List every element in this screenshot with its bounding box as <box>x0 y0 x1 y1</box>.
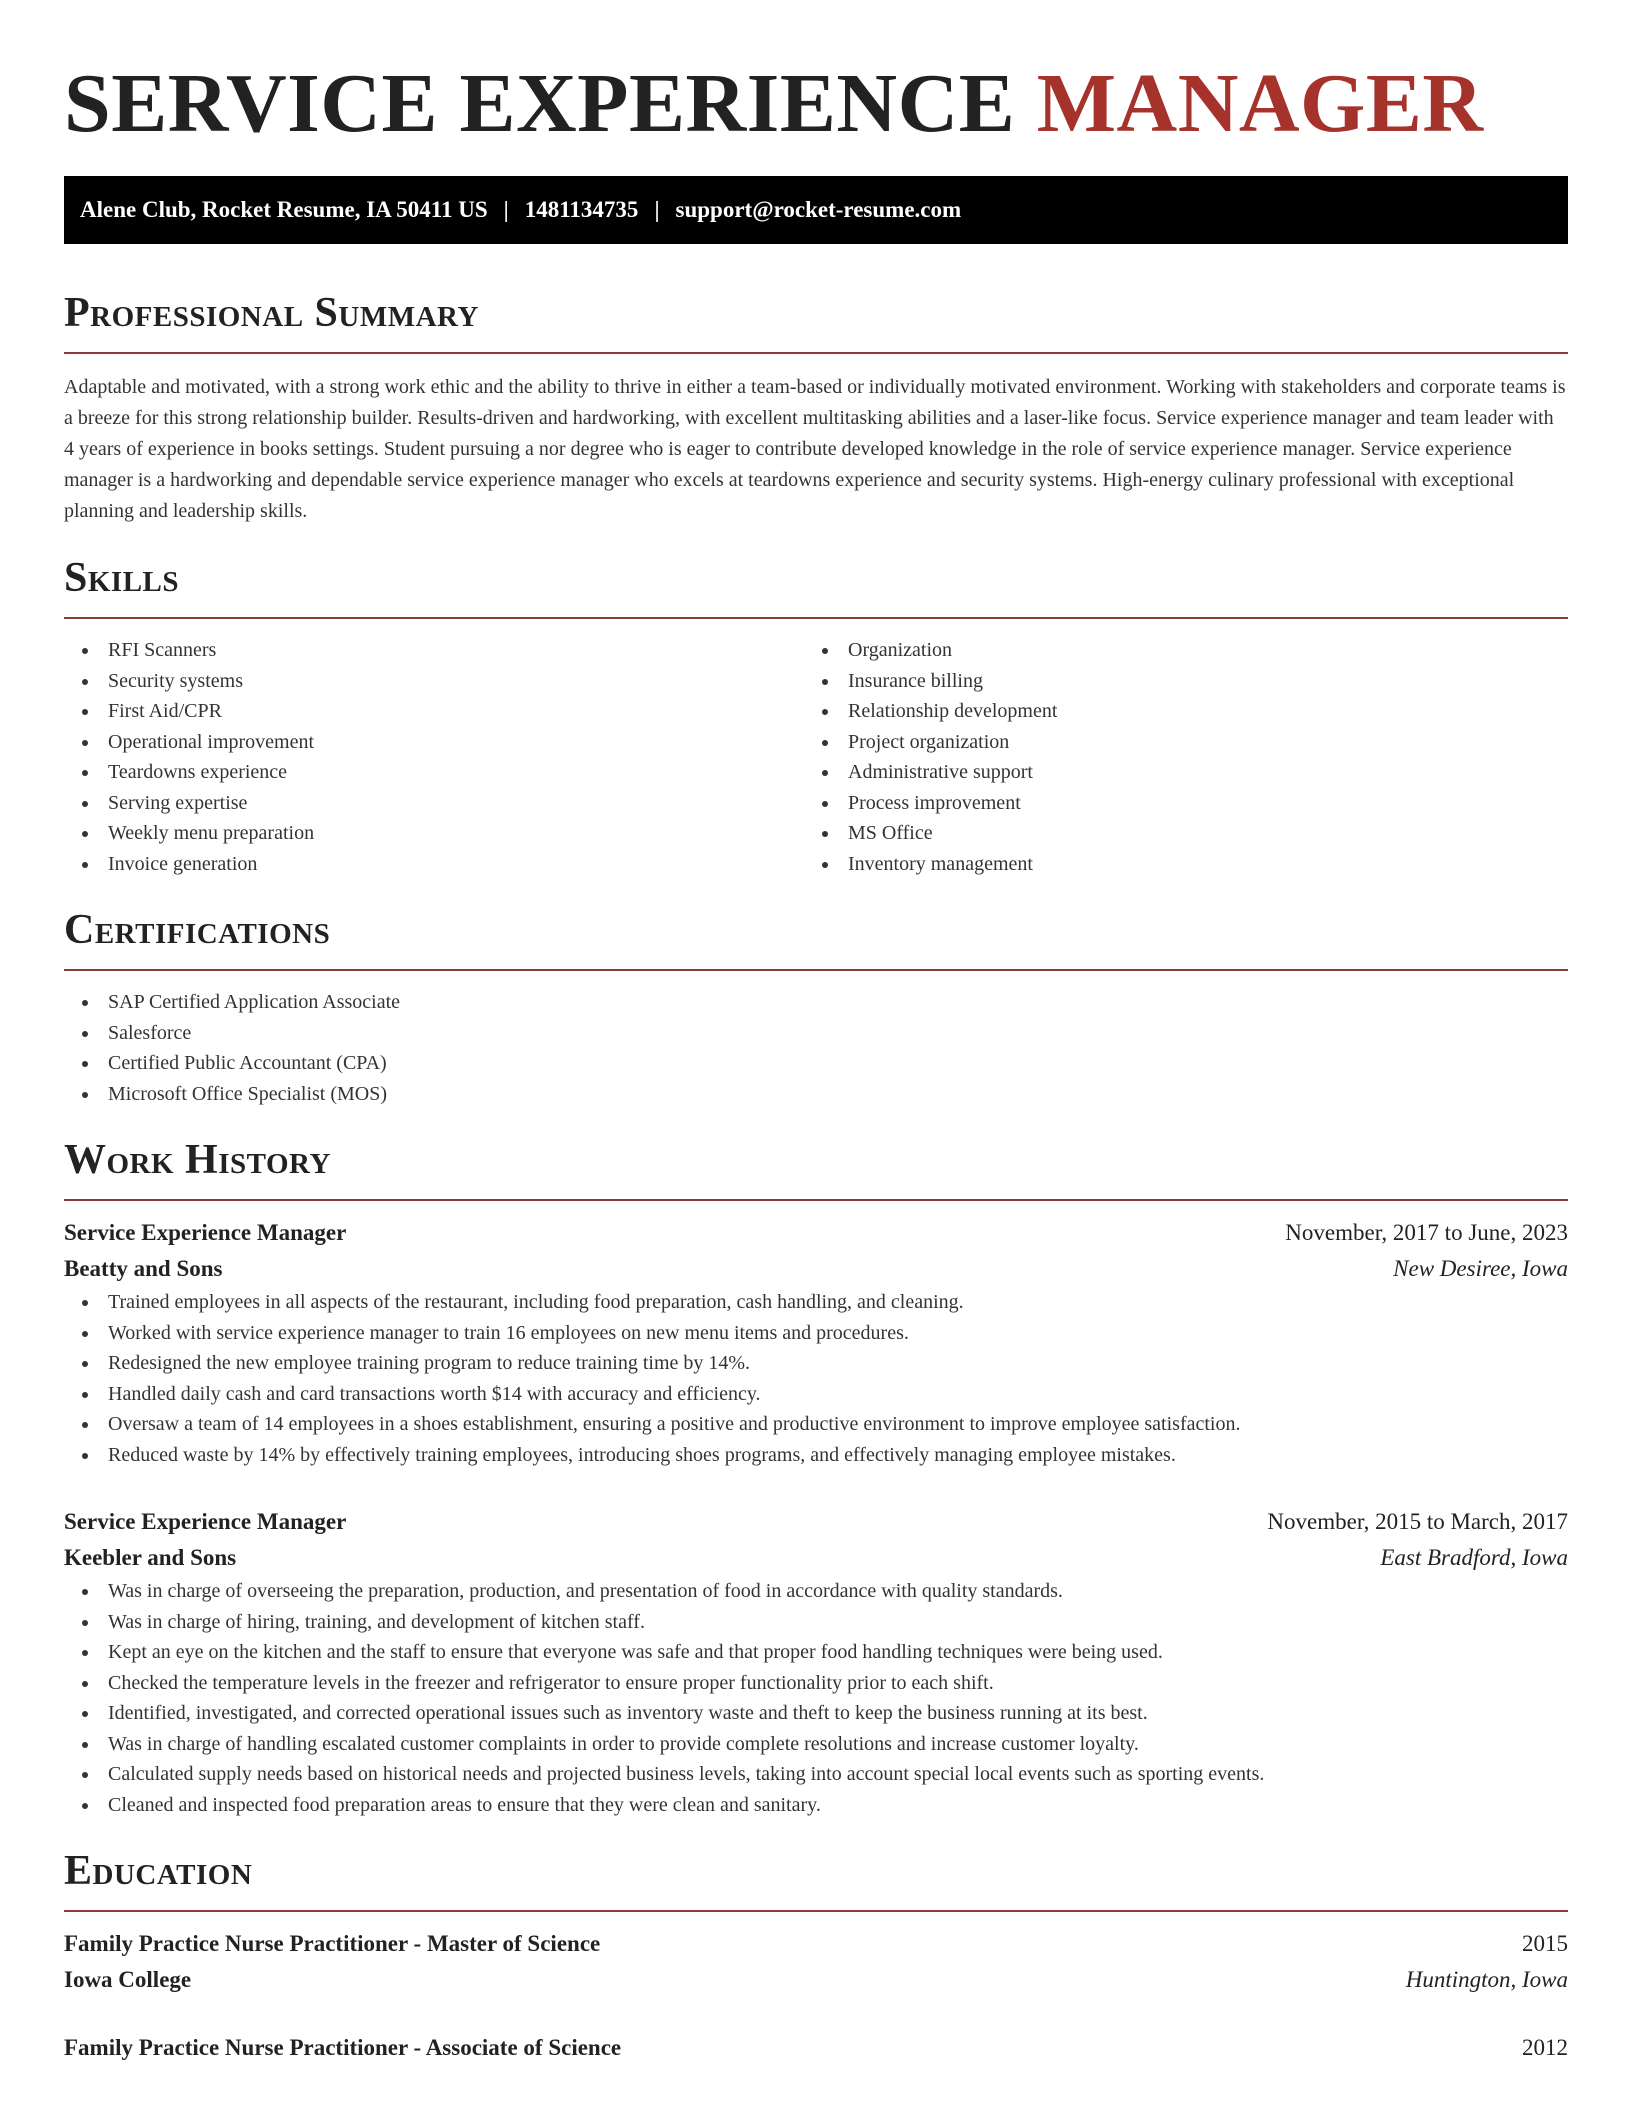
education-subheader <box>64 1962 1568 1998</box>
job-bullet: Identified, investigated, and corrected operational issues such as inventory waste and theft to keep the business running at its best. <box>64 1698 1568 1729</box>
job-location: East Bradford, Iowa <box>1380 1545 1568 1570</box>
skill-item: Serving expertise <box>64 788 804 819</box>
job-bullet: Was in charge of handling escalated customer complaints in order to provide complete resolutions and increase customer loyalty. <box>64 1729 1568 1760</box>
job-entry <box>64 1215 1568 1470</box>
certifications-list <box>64 987 1568 1109</box>
job-bullet: Redesigned the new employee training program to reduce training time by 14%. <box>64 1348 1568 1379</box>
skill-item: Project organization <box>804 727 1544 758</box>
job-bullet: Worked with service experience manager to train 16 employees on new menu items and procedures. <box>64 1318 1568 1349</box>
education-header <box>64 2030 1568 2066</box>
job-bullet: Trained employees in all aspects of the restaurant, including food preparation, cash handling, and cleaning. <box>64 1287 1568 1318</box>
summary-section <box>64 288 1568 527</box>
skills-section <box>64 553 1568 879</box>
job-location: New Desiree, Iowa <box>1393 1256 1568 1281</box>
job-dates: November, 2015 to March, 2017 <box>1267 1509 1568 1534</box>
section-heading-education: Education <box>64 1848 253 1894</box>
education-school: Iowa College <box>64 1967 192 1992</box>
certifications-section <box>64 905 1568 1109</box>
contact-bar <box>64 176 1568 244</box>
skill-item: First Aid/CPR <box>64 696 804 727</box>
job-bullet: Checked the temperature levels in the freezer and refrigerator to ensure proper functionality prior to each shift. <box>64 1668 1568 1699</box>
education-header <box>64 1926 1568 1962</box>
job-bullet: Handled daily cash and card transactions worth $14 with accuracy and efficiency. <box>64 1379 1568 1410</box>
certification-item: Certified Public Accountant (CPA) <box>64 1048 1568 1079</box>
job-bullet: Was in charge of hiring, training, and development of kitchen staff. <box>64 1607 1568 1638</box>
resume-title <box>64 56 1568 152</box>
skill-item: Organization <box>804 635 1544 666</box>
skill-item: RFI Scanners <box>64 635 804 666</box>
education-year: 2012 <box>1522 2035 1568 2060</box>
job-title: Service Experience Manager <box>64 1509 347 1534</box>
skill-item: Process improvement <box>804 788 1544 819</box>
title-main: SERVICE EXPERIENCE <box>64 57 1016 150</box>
skill-item: MS Office <box>804 818 1544 849</box>
education-year: 2015 <box>1522 1931 1568 1956</box>
job-bullet: Was in charge of overseeing the preparation, production, and presentation of food in accordance with quality standards. <box>64 1576 1568 1607</box>
skill-item: Inventory management <box>804 849 1544 880</box>
certification-item: SAP Certified Application Associate <box>64 987 1568 1018</box>
job-bullet: Kept an eye on the kitchen and the staff to ensure that everyone was safe and that proper food handling techniques were being used. <box>64 1637 1568 1668</box>
skill-item: Insurance billing <box>804 666 1544 697</box>
job-entry <box>64 1504 1568 1820</box>
education-section <box>64 1846 1568 2066</box>
contact-phone: 1481134735 <box>524 197 639 222</box>
job-company: Beatty and Sons <box>64 1256 223 1281</box>
job-title: Service Experience Manager <box>64 1220 347 1245</box>
section-divider <box>64 1199 1568 1201</box>
education-location: Huntington, Iowa <box>1405 1967 1568 1992</box>
job-bullet: Cleaned and inspected food preparation areas to ensure that they were clean and sanitary. <box>64 1790 1568 1821</box>
job-subheader <box>64 1540 1568 1576</box>
contact-separator: | <box>503 197 509 222</box>
job-bullet: Oversaw a team of 14 employees in a shoes establishment, ensuring a positive and productive environment to improve employee satisfaction. <box>64 1409 1568 1440</box>
job-bullet: Calculated supply needs based on historical needs and projected business levels, taking into account special local events such as sporting events. <box>64 1759 1568 1790</box>
section-heading-summary: Professional Summary <box>64 290 479 336</box>
section-divider <box>64 1910 1568 1912</box>
skill-item: Operational improvement <box>64 727 804 758</box>
skill-item: Invoice generation <box>64 849 804 880</box>
work-history-section <box>64 1135 1568 1820</box>
section-divider <box>64 352 1568 354</box>
contact-separator: | <box>654 197 660 222</box>
skill-item: Administrative support <box>804 757 1544 788</box>
section-heading-work-history: Work History <box>64 1137 331 1183</box>
education-degree: Family Practice Nurse Practitioner - Associate of Science <box>64 2035 622 2060</box>
title-accent: MANAGER <box>1036 57 1484 150</box>
education-degree: Family Practice Nurse Practitioner - Master of Science <box>64 1931 601 1956</box>
contact-email: support@rocket-resume.com <box>675 197 962 222</box>
skills-list-left <box>64 635 804 879</box>
skill-item: Relationship development <box>804 696 1544 727</box>
job-header <box>64 1504 1568 1540</box>
skills-list-right <box>804 635 1544 879</box>
certification-item: Salesforce <box>64 1018 1568 1049</box>
contact-address: Alene Club, Rocket Resume, IA 50411 US <box>80 197 488 222</box>
job-dates: November, 2017 to June, 2023 <box>1285 1220 1568 1245</box>
job-bullets <box>64 1287 1568 1470</box>
job-bullets <box>64 1576 1568 1820</box>
summary-text: Adaptable and motivated, with a strong work ethic and the ability to thrive in either a team-based or individually motivated environment. Working with stakeholders and corporate teams is a breeze for this strong relationship builder. Results-driven and hardworking, with excellent multitasking abilities and a laser-like focus. Service experience manager and team leader with 4 years of experience in books settings. Student pursuing a nor degree who is eager to contribute developed knowledge in the role of service experience manager. Service experience manager is a hardworking and dependable service experience manager who excels at teardowns experience and security systems. High-energy culinary professional with exceptional planning and leadership skills. <box>64 376 1566 522</box>
skill-item: Teardowns experience <box>64 757 804 788</box>
education-entry <box>64 1926 1568 1998</box>
job-subheader <box>64 1251 1568 1287</box>
education-entry <box>64 2030 1568 2066</box>
skill-item: Security systems <box>64 666 804 697</box>
job-company: Keebler and Sons <box>64 1545 237 1570</box>
section-divider <box>64 969 1568 971</box>
job-header <box>64 1215 1568 1251</box>
section-divider <box>64 617 1568 619</box>
job-bullet: Reduced waste by 14% by effectively training employees, introducing shoes programs, and effectively managing employee mistakes. <box>64 1440 1568 1471</box>
section-heading-skills: Skills <box>64 555 180 601</box>
certification-item: Microsoft Office Specialist (MOS) <box>64 1079 1568 1110</box>
skills-grid <box>64 635 1568 879</box>
section-heading-certifications: Certifications <box>64 907 331 953</box>
skill-item: Weekly menu preparation <box>64 818 804 849</box>
